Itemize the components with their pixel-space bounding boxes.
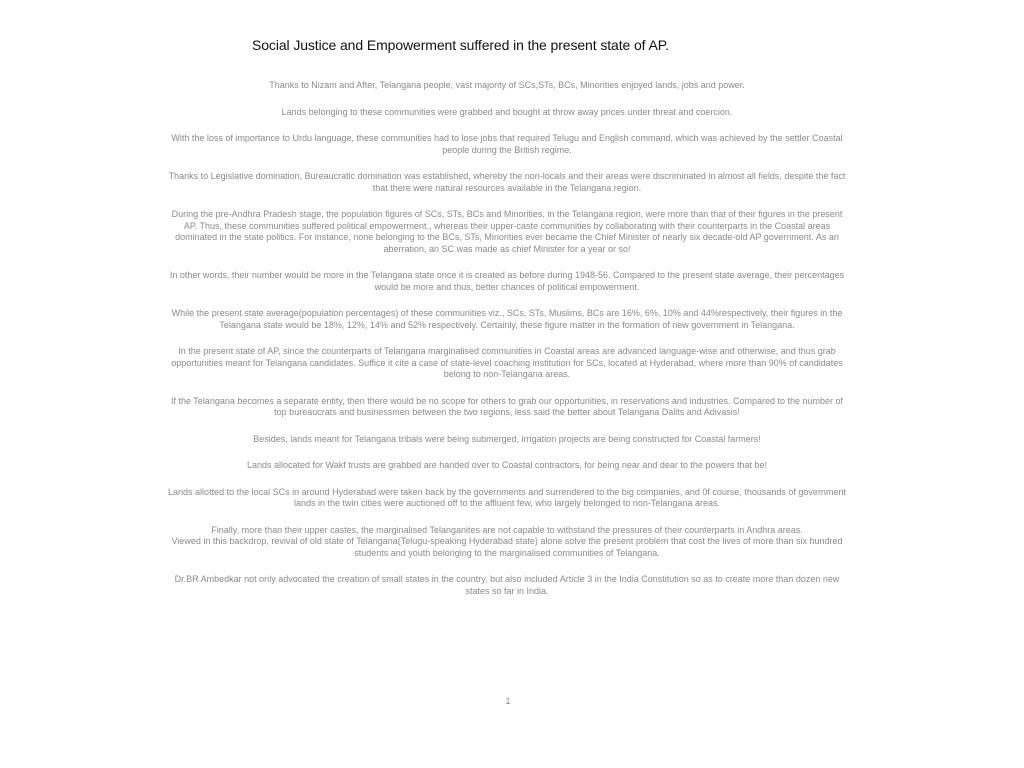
page-number: 1 — [505, 696, 511, 706]
paragraph: Viewed in this backdrop, revival of old state of Telangana(Telugu-speaking Hyderabad state) alone solve the present problem that cost the lives of more than six hundred students and youth belonging to the marginalised communities of Telangana. — [171, 536, 843, 558]
slide-body — [164, 80, 850, 612]
paragraph: During the pre-Andhra Pradesh stage, the population figures of SCs, STs, BCs and Minorities, in the Telangana region, were more than that of their figures in the present AP. Thus, these communities suffered political empowerment., whereas their upper-caste communities by collaborating with their counterparts in the Coastal areas dominated in the state politics. For instance, none belonging to the BCs, STs, Minorities ever became the Chief Minister of nearly six decade-old AP government. As an aberration, an SC was made as chief Minister for a year or so! — [171, 209, 843, 254]
paragraph: In other words, their number would be more in the Telangana state once it is created as before during 1948-56. Compared to the present state average, their percentages would be more and thus, better chances of political empowerment. — [169, 270, 845, 292]
slide-title: Social Justice and Empowerment suffered in the present state of AP. — [252, 37, 669, 53]
paragraph: Thanks to Legislative domination, Bureaucratic domination was established, whereby the non-locals and their areas were discriminated in almost all fields, despite the fact that there were natural resources available in the Telangana region. — [168, 171, 846, 193]
paragraph: Lands allotted to the local SCs in around Hyderabad were taken back by the governments and surrendered to the big companies, and 0f course, thousands of government lands in the twin cities were auctioned off to the affluent few, who largely belonged to non-Telangana areas. — [168, 486, 846, 508]
paragraph: If the Telangana becomes a separate entity, then there would be no scope for others to grab our opportunities, in reservations and industries. Compared to the number of top bureaucrats and businessmen between the two regions, less said the better about Telangana Dalits and Adivasis! — [170, 395, 844, 417]
paragraph: Besides, lands meant for Telangana tribals were being submerged, irrigation projects are being constructed for Coastal farmers! — [253, 433, 761, 444]
paragraph: While the present state average(population percentages) of these communities viz., SCs, STs, Muslims, BCs are 16%, 6%, 10% and 44%respectively, their figures in the Telangana state would be 18%, 12%, 14% and 52% respectively. Certainly, these figure matter in the formation of new government in Telangana. — [171, 308, 843, 330]
paragraph: With the loss of importance to Urdu language, these communities had to lose jobs that required Telugu and English command, which was achieved by the settler Coastal people during the British regime. — [171, 133, 843, 155]
paragraph: Lands allocated for Wakf trusts are grabbed are handed over to Coastal contractors, for being near and dear to the powers that be! — [247, 460, 767, 470]
paragraph: Dr.BR Ambedkar not only advocated the creation of small states in the country, but also included Article 3 in the India Constitution so as to create more than dozen new states so far in India. — [174, 574, 840, 596]
paragraph: In the present state of AP, since the counterparts of Telangana marginalised communities in Coastal areas are advanced language-wise and otherwise, and thus grab opportunities meant for Telangana candidates. Suffice it cite a case of state-level coaching institution for SCs, located at Hyderabad, where more than 90% of candidates belong to non-Telangana areas. — [171, 346, 843, 379]
paragraph: Finally, more than their upper castes, the marginalised Telanganites are not capable to withstand the pressures of their counterparts in Andhra areas. — [211, 524, 803, 535]
paragraph: Lands belonging to these communities were grabbed and bought at throw away prices under threat and coercion. — [281, 106, 733, 117]
paragraph: Thanks to Nizam and After, Telangana people, vast majority of SCs,STs, BCs, Minorities enjoyed lands, jobs and power. — [269, 80, 745, 90]
